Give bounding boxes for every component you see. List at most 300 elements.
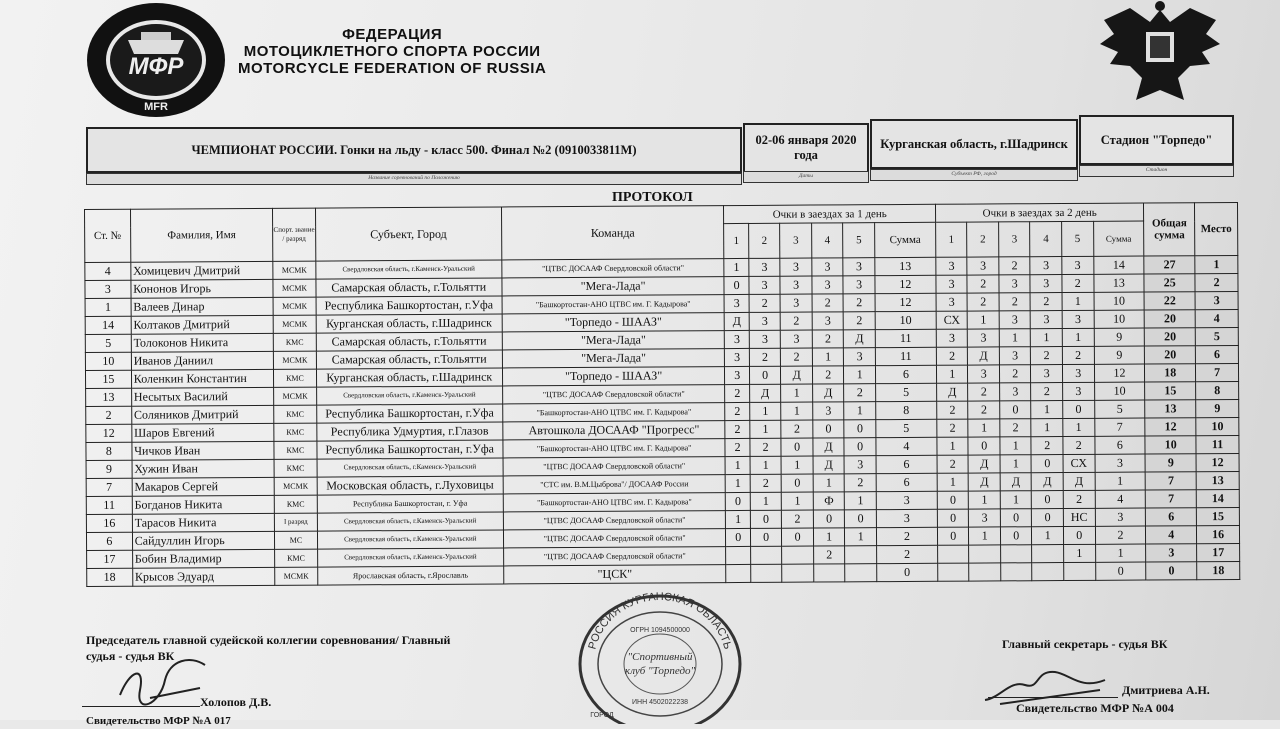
cell-day1-heat: 2 — [749, 348, 781, 366]
cell-region: Самарская область, г.Тольятти — [316, 332, 502, 351]
cell-day2-heat: 2 — [968, 401, 1000, 419]
cell-place: 16 — [1197, 525, 1240, 543]
cell-team: "Торпедо - ШААЗ" — [502, 367, 725, 386]
cell-day1-heat — [814, 564, 846, 582]
cell-day1-sum: 13 — [875, 257, 936, 275]
cell-region: Ярославская область, г.Ярославль — [317, 566, 503, 585]
cell-day2-heat: 3 — [967, 257, 999, 275]
cell-day2-heat: 1 — [968, 311, 1000, 329]
federation-line-3: MOTORCYCLE FEDERATION OF RUSSIA — [238, 60, 547, 77]
cell-region: Курганская область, г.Шадринск — [316, 314, 502, 333]
cell-day1-heat: 1 — [726, 510, 751, 528]
cell-day1-sum: 11 — [875, 329, 936, 347]
cell-day1-sum: 6 — [875, 365, 936, 383]
cell-day2-heat: 3 — [969, 509, 1001, 527]
cell-total: 27 — [1144, 256, 1195, 274]
cell-day2-sum: 9 — [1094, 346, 1145, 364]
cell-day2-heat: 3 — [968, 329, 1000, 347]
cell-day2-heat — [1001, 545, 1033, 563]
cell-day2-heat: 2 — [968, 383, 1000, 401]
header-d2-heat-4: 4 — [1030, 222, 1062, 257]
cell-total: 25 — [1144, 274, 1195, 292]
cell-place: 8 — [1196, 381, 1239, 399]
cell-number: 9 — [86, 460, 132, 478]
cell-day2-heat: 2 — [936, 347, 968, 365]
cell-day2-heat: 3 — [1031, 365, 1063, 383]
cell-day2-heat: 0 — [968, 437, 1000, 455]
chief-judge-signature-icon — [110, 650, 210, 710]
cell-day2-heat: 2 — [937, 455, 969, 473]
cell-day1-heat: 1 — [750, 492, 782, 510]
cell-total: 15 — [1145, 382, 1196, 400]
cell-rank: МСМК — [275, 567, 318, 585]
seal-outer-text: РОССИЯ КУРГАНСКАЯ ОБЛАСТЬ — [586, 592, 734, 651]
cell-day2-heat: Д — [1063, 472, 1095, 490]
cell-day1-heat: 2 — [812, 330, 844, 348]
cell-place: 11 — [1196, 435, 1239, 453]
cell-day1-heat: 2 — [812, 294, 844, 312]
cell-day2-heat: Д — [968, 347, 1000, 365]
cell-day1-heat: 2 — [844, 384, 876, 402]
cell-day1-heat: 3 — [780, 276, 812, 294]
cell-day1-heat: 1 — [813, 528, 845, 546]
cell-name: Иванов Даниил — [131, 351, 273, 370]
header-d1-sum: Сумма — [875, 222, 936, 257]
cell-day1-heat: 1 — [813, 474, 845, 492]
cell-day1-heat: 1 — [781, 384, 813, 402]
cell-place: 17 — [1197, 543, 1240, 561]
cell-name: Хужин Иван — [132, 459, 274, 478]
cell-day2-heat — [969, 545, 1001, 563]
cell-day1-heat: 0 — [726, 528, 751, 546]
cell-team: "Мега-Лада" — [502, 349, 725, 368]
cell-day2-heat: 0 — [1063, 400, 1095, 418]
cell-total: 10 — [1145, 436, 1196, 454]
cell-day1-sum: 2 — [876, 527, 937, 545]
cell-day2-heat: Д — [968, 455, 1000, 473]
cell-day1-heat: 3 — [843, 258, 875, 276]
cell-day1-heat: 3 — [843, 276, 875, 294]
cell-day2-heat: 0 — [1000, 509, 1032, 527]
cell-rank: КМС — [274, 369, 317, 387]
cell-day2-heat: 1 — [999, 329, 1031, 347]
header-total: Общая сумма — [1144, 203, 1195, 256]
cell-day1-sum: 12 — [875, 293, 936, 311]
caption-title: Название соревнований по Положению — [86, 173, 742, 185]
cell-day2-heat: 3 — [1000, 383, 1032, 401]
cell-day1-sum: 0 — [877, 563, 938, 581]
cell-region: Республика Башкортостан, г. Уфа — [317, 494, 503, 513]
cell-day1-heat: 2 — [781, 312, 813, 330]
cell-team: "ЦТВС ДОСААФ Свердловской области" — [503, 529, 726, 548]
cell-day1-sum: 2 — [876, 545, 937, 563]
cell-region: Свердловская область, г.Каменск-Уральский — [317, 530, 503, 549]
cell-day2-heat: 2 — [937, 419, 969, 437]
cell-day2-heat: 2 — [999, 257, 1031, 275]
cell-total: 13 — [1145, 400, 1196, 418]
cell-day1-sum: 4 — [876, 437, 937, 455]
cell-day1-sum: 11 — [875, 347, 936, 365]
cell-day1-heat: Д — [813, 456, 845, 474]
cell-day2-heat: 3 — [999, 275, 1031, 293]
cell-day1-heat: 2 — [812, 366, 844, 384]
cell-day2-heat: 1 — [937, 437, 969, 455]
cell-rank: МСМК — [274, 477, 317, 495]
cell-day1-heat: 1 — [782, 492, 814, 510]
cell-day2-heat: 1 — [1063, 418, 1095, 436]
cell-rank: I разряд — [274, 513, 317, 531]
header-d2-heat-1: 1 — [936, 222, 968, 257]
cell-rank: КМС — [274, 405, 317, 423]
chief-judge-title-2: судья - судья ВК — [86, 649, 175, 663]
cell-day1-heat: 2 — [843, 294, 875, 312]
cell-day1-heat: 3 — [812, 276, 844, 294]
cell-day2-heat: 3 — [1030, 257, 1062, 275]
cell-day1-heat: 1 — [726, 474, 751, 492]
cell-day1-heat: 2 — [725, 438, 750, 456]
cell-team: "ЦТВС ДОСААФ Свердловской области" — [502, 259, 725, 278]
cell-day2-heat: Д — [969, 473, 1001, 491]
cell-region: Республика Удмуртия, г.Глазов — [317, 422, 503, 441]
cell-day1-heat: 1 — [725, 456, 750, 474]
cell-day1-heat: Д — [812, 384, 844, 402]
cell-place: 6 — [1196, 345, 1239, 363]
cell-day1-heat: 0 — [724, 276, 749, 294]
cell-day2-heat — [938, 563, 970, 581]
cell-rank: МСМК — [274, 387, 317, 405]
cell-day1-heat: 1 — [845, 528, 877, 546]
cell-day1-heat: 1 — [750, 402, 782, 420]
cell-number: 10 — [85, 352, 131, 370]
header-name: Фамилия, Имя — [130, 208, 273, 262]
cell-day1-heat: 1 — [812, 348, 844, 366]
cell-day2-heat: 1 — [937, 473, 969, 491]
cell-name: Валеев Динар — [131, 297, 273, 316]
header-d1-heat-4: 4 — [811, 223, 843, 258]
cell-day1-heat: 0 — [726, 492, 751, 510]
header-d1-heat-3: 3 — [780, 223, 812, 258]
cell-day1-heat: 3 — [725, 294, 750, 312]
cell-team: "Башкортостан-АНО ЦТВС им. Г. Кадырова" — [502, 295, 725, 314]
cell-place: 9 — [1196, 399, 1239, 417]
header-day2: Очки в заездах за 2 день — [935, 203, 1144, 222]
cell-day2-heat: 0 — [937, 527, 969, 545]
cell-day2-heat: 0 — [937, 491, 969, 509]
cell-day2-sum: 1 — [1095, 544, 1146, 562]
cell-day2-heat: 3 — [1062, 310, 1094, 328]
cell-rank: МСМК — [273, 315, 316, 333]
cell-name: Хомицевич Дмитрий — [131, 261, 273, 280]
cell-day2-heat — [969, 563, 1001, 581]
chief-secretary-name: Дмитриева А.Н. — [1122, 683, 1210, 697]
cell-day1-heat: 0 — [749, 366, 781, 384]
cell-rank: КМС — [273, 333, 316, 351]
cell-day1-heat — [782, 564, 814, 582]
cell-day1-heat: 2 — [725, 402, 750, 420]
cell-total: 4 — [1146, 526, 1197, 544]
cell-day2-heat: 0 — [1000, 401, 1032, 419]
cell-day1-heat — [750, 546, 782, 564]
cell-day2-heat: 3 — [1062, 364, 1094, 382]
header-d2-heat-3: 3 — [999, 222, 1031, 257]
header-d1-heat-1: 1 — [724, 223, 749, 258]
federation-line-2: МОТОЦИКЛЕТНОГО СПОРТА РОССИИ — [243, 43, 541, 60]
cell-day1-heat: 1 — [844, 366, 876, 384]
cell-region: Свердловская область, г.Каменск-Уральский — [317, 458, 503, 477]
cell-number: 15 — [85, 370, 131, 388]
cell-region: Московская область, г.Луховицы — [317, 476, 503, 495]
cell-number: 6 — [86, 532, 132, 550]
cell-day1-heat: Д — [844, 330, 876, 348]
cell-name: Толоконов Никита — [131, 333, 273, 352]
cell-name: Бобин Владимир — [132, 549, 274, 568]
cell-name: Соляников Дмитрий — [131, 405, 273, 424]
cell-day1-heat: 0 — [781, 438, 813, 456]
cell-day2-heat: 3 — [999, 347, 1031, 365]
cell-day1-heat — [751, 564, 783, 582]
cell-place: 14 — [1196, 489, 1239, 507]
cell-number: 8 — [86, 442, 132, 460]
cell-day2-heat: 2 — [1063, 436, 1095, 454]
cell-day1-heat: 1 — [750, 420, 782, 438]
cell-total: 9 — [1145, 454, 1196, 472]
cell-day2-heat: 3 — [968, 365, 1000, 383]
cell-number: 7 — [86, 478, 132, 496]
cell-region: Свердловская область, г.Каменск-Уральский — [316, 386, 502, 405]
cell-day2-heat: 2 — [1062, 274, 1094, 292]
cell-place: 1 — [1195, 255, 1238, 273]
cell-day2-heat — [938, 545, 970, 563]
cell-team: "СТС им. В.М.Цыброва"/ ДОСААФ России — [503, 475, 726, 494]
cell-place: 5 — [1195, 327, 1238, 345]
cell-day1-sum: 6 — [876, 455, 937, 473]
cell-day1-sum: 6 — [876, 473, 937, 491]
cell-team: "Торпедо - ШААЗ" — [502, 313, 725, 332]
competition-stadium: Стадион "Торпедо" — [1079, 115, 1234, 165]
cell-team: "ЦТВС ДОСААФ Свердловской области" — [502, 385, 725, 404]
cell-day2-heat: Д — [937, 383, 969, 401]
cell-region: Курганская область, г.Шадринск — [316, 368, 502, 387]
results-body — [85, 255, 1240, 586]
protocol-title: ПРОТОКОЛ — [612, 190, 693, 205]
cell-name: Колтаков Дмитрий — [131, 315, 273, 334]
cell-day2-sum: 6 — [1094, 436, 1145, 454]
federation-line-1: ФЕДЕРАЦИЯ — [342, 26, 443, 43]
logo-center-text: МФР — [128, 53, 184, 80]
header-team: Команда — [501, 206, 724, 260]
cell-day1-heat: 0 — [845, 510, 877, 528]
cell-day2-heat: 3 — [999, 311, 1031, 329]
cell-team: "Башкортостан-АНО ЦТВС им. Г. Кадырова" — [503, 439, 726, 458]
cell-region: Самарская область, г.Тольятти — [316, 350, 502, 369]
cell-day2-heat: 1 — [1062, 292, 1094, 310]
cell-day2-sum: 4 — [1095, 490, 1146, 508]
cell-name: Коленкин Константин — [131, 369, 273, 388]
cell-day2-sum: 14 — [1093, 256, 1144, 274]
chief-secretary-cert: Свидетельство МФР №А 004 — [1016, 701, 1174, 715]
cell-day1-heat: 3 — [812, 312, 844, 330]
cell-day2-heat: 3 — [1030, 275, 1062, 293]
cell-day2-heat: 2 — [1000, 419, 1032, 437]
cell-place: 10 — [1196, 417, 1239, 435]
cell-day2-heat: НС — [1063, 508, 1095, 526]
seal-ogrn: ОГРН 1094500000 — [630, 627, 690, 634]
cell-day1-heat: 3 — [725, 348, 750, 366]
cell-day1-heat — [845, 564, 877, 582]
header-d1-heat-5: 5 — [843, 223, 875, 258]
cell-team: "Мега-Лада" — [502, 331, 725, 350]
cell-day1-heat: 2 — [781, 348, 813, 366]
cell-day2-heat: 2 — [967, 275, 999, 293]
cell-day1-sum: 3 — [876, 509, 937, 527]
cell-region: Республика Башкортостан, г.Уфа — [316, 404, 502, 423]
cell-total: 22 — [1144, 292, 1195, 310]
cell-number: 1 — [85, 298, 131, 316]
cell-day2-sum: 9 — [1094, 328, 1145, 346]
cell-region: Республика Башкортостан, г.Уфа — [316, 296, 502, 315]
cell-day1-heat: 0 — [844, 438, 876, 456]
cell-rank: КМС — [274, 423, 317, 441]
cell-team: "Башкортостан-АНО ЦТВС им. Г. Кадырова" — [503, 403, 726, 422]
cell-place: 18 — [1197, 561, 1240, 579]
cell-team: Автошкола ДОСААФ "Прогресс" — [503, 421, 726, 440]
cell-day1-heat: 3 — [844, 456, 876, 474]
cell-day2-heat: 0 — [1032, 491, 1064, 509]
cell-rank: МСМК — [273, 261, 316, 279]
cell-day2-sum: 10 — [1094, 382, 1145, 400]
cell-day1-heat: 3 — [813, 402, 845, 420]
header-number: Ст. № — [85, 209, 131, 262]
cell-place: 15 — [1197, 507, 1240, 525]
cell-day1-sum: 5 — [876, 419, 937, 437]
cell-day1-heat: 1 — [844, 402, 876, 420]
cell-day2-sum: 10 — [1094, 310, 1145, 328]
cell-day1-heat: 0 — [813, 510, 845, 528]
cell-rank: КМС — [274, 441, 317, 459]
cell-rank: КМС — [274, 459, 317, 477]
cell-day2-sum: 1 — [1095, 472, 1146, 490]
cell-day2-heat: 3 — [936, 275, 968, 293]
cell-day1-heat: 3 — [725, 330, 750, 348]
cell-team: "ЦТВС ДОСААФ Свердловской области" — [503, 457, 726, 476]
cell-place: 3 — [1195, 291, 1238, 309]
cell-team: "Мега-Лада" — [502, 277, 725, 296]
cell-day1-sum: 10 — [875, 311, 936, 329]
cell-region: Самарская область, г.Тольятти — [316, 278, 502, 297]
cell-day1-heat: 0 — [782, 528, 814, 546]
cell-number: 17 — [87, 550, 133, 568]
cell-day2-heat: 1 — [1000, 437, 1032, 455]
cell-day2-heat: 3 — [1062, 256, 1094, 274]
cell-day2-heat: 1 — [1032, 527, 1064, 545]
chief-judge-cert: Свидетельство МФР №А 017 — [86, 715, 231, 727]
caption-stadium: Стадион — [1079, 165, 1234, 177]
competition-dates: 02-06 января 2020 года — [743, 123, 869, 173]
cell-day2-heat: 1 — [936, 365, 968, 383]
cell-number: 13 — [86, 388, 132, 406]
cell-day1-sum: 8 — [876, 401, 937, 419]
cell-place: 2 — [1195, 273, 1238, 291]
header-d2-heat-2: 2 — [967, 222, 999, 257]
cell-day2-heat: 2 — [1062, 346, 1094, 364]
svg-text:РОССИЯ КУРГАНСКАЯ ОБЛАСТЬ — [586, 592, 733, 651]
cell-day2-sum: 2 — [1095, 526, 1146, 544]
cell-day1-heat: 0 — [844, 420, 876, 438]
cell-day1-heat: 3 — [780, 258, 812, 276]
cell-place: 4 — [1195, 309, 1238, 327]
cell-day2-heat: 2 — [999, 365, 1031, 383]
cell-day1-heat — [782, 546, 814, 564]
cell-rank: МСМК — [273, 351, 316, 369]
cell-total: 3 — [1146, 544, 1197, 562]
cell-day1-heat: 1 — [750, 456, 782, 474]
cell-day1-heat: 3 — [749, 330, 781, 348]
mfr-logo-icon — [86, 2, 226, 118]
cell-day1-heat — [845, 546, 877, 564]
cell-day2-heat: 2 — [967, 293, 999, 311]
cell-day2-heat: 3 — [936, 293, 968, 311]
cell-day1-heat: 2 — [725, 420, 750, 438]
cell-day2-heat: 2 — [1031, 293, 1063, 311]
cell-day2-heat: 2 — [999, 293, 1031, 311]
seal-inn: ИНН 4502022238 — [631, 699, 689, 706]
cell-day1-heat: 2 — [845, 474, 877, 492]
cell-day2-heat: СХ — [1063, 454, 1095, 472]
cell-total: 6 — [1146, 508, 1197, 526]
cell-day1-heat: 1 — [781, 456, 813, 474]
cell-day1-heat: Д — [749, 384, 781, 402]
cell-rank: МСМК — [273, 279, 316, 297]
cell-number: 14 — [85, 316, 131, 334]
cell-name: Макаров Сергей — [132, 477, 274, 496]
cell-day2-heat: 0 — [1063, 526, 1095, 544]
cell-day1-heat: 2 — [781, 420, 813, 438]
competition-title: ЧЕМПИОНАТ РОССИИ. Гонки на льду - класс 500. Финал №2 (0910033811М) — [86, 127, 742, 173]
cell-day1-heat: 2 — [725, 384, 750, 402]
cell-day2-sum: 5 — [1094, 400, 1145, 418]
header-d1-heat-2: 2 — [748, 223, 780, 258]
cell-day1-heat: 3 — [812, 258, 844, 276]
cell-day1-heat: Д — [781, 366, 813, 384]
cell-number: 11 — [86, 496, 132, 514]
cell-name: Сайдуллин Игорь — [132, 531, 274, 550]
cell-day2-sum: 0 — [1095, 562, 1146, 580]
cell-day1-heat: 2 — [749, 294, 781, 312]
cell-place: 7 — [1196, 363, 1239, 381]
cell-day2-heat: 1 — [1000, 455, 1032, 473]
cell-day2-heat: 0 — [1032, 509, 1064, 527]
cell-rank: МС — [275, 531, 318, 549]
cell-day2-heat — [1064, 562, 1096, 580]
competition-info-bar — [86, 113, 1236, 187]
cell-day1-heat: 1 — [724, 258, 749, 276]
cell-day1-heat: 1 — [781, 402, 813, 420]
cell-total: 20 — [1145, 328, 1196, 346]
cell-day1-heat: 0 — [782, 474, 814, 492]
cell-day1-heat: 3 — [844, 348, 876, 366]
cell-day1-heat — [726, 564, 751, 582]
cell-region: Республика Башкортостан, г.Уфа — [317, 440, 503, 459]
cell-day1-sum: 5 — [876, 383, 937, 401]
cell-day2-heat: 1 — [1031, 329, 1063, 347]
cell-day2-heat: 1 — [1031, 401, 1063, 419]
cell-place: 13 — [1196, 471, 1239, 489]
seal-city: ГОРОД — [590, 712, 614, 719]
cell-team: "ЦСК" — [504, 565, 727, 584]
header-place: Место — [1195, 202, 1238, 255]
cell-day1-heat: 3 — [749, 312, 781, 330]
cell-day2-heat: 0 — [937, 509, 969, 527]
